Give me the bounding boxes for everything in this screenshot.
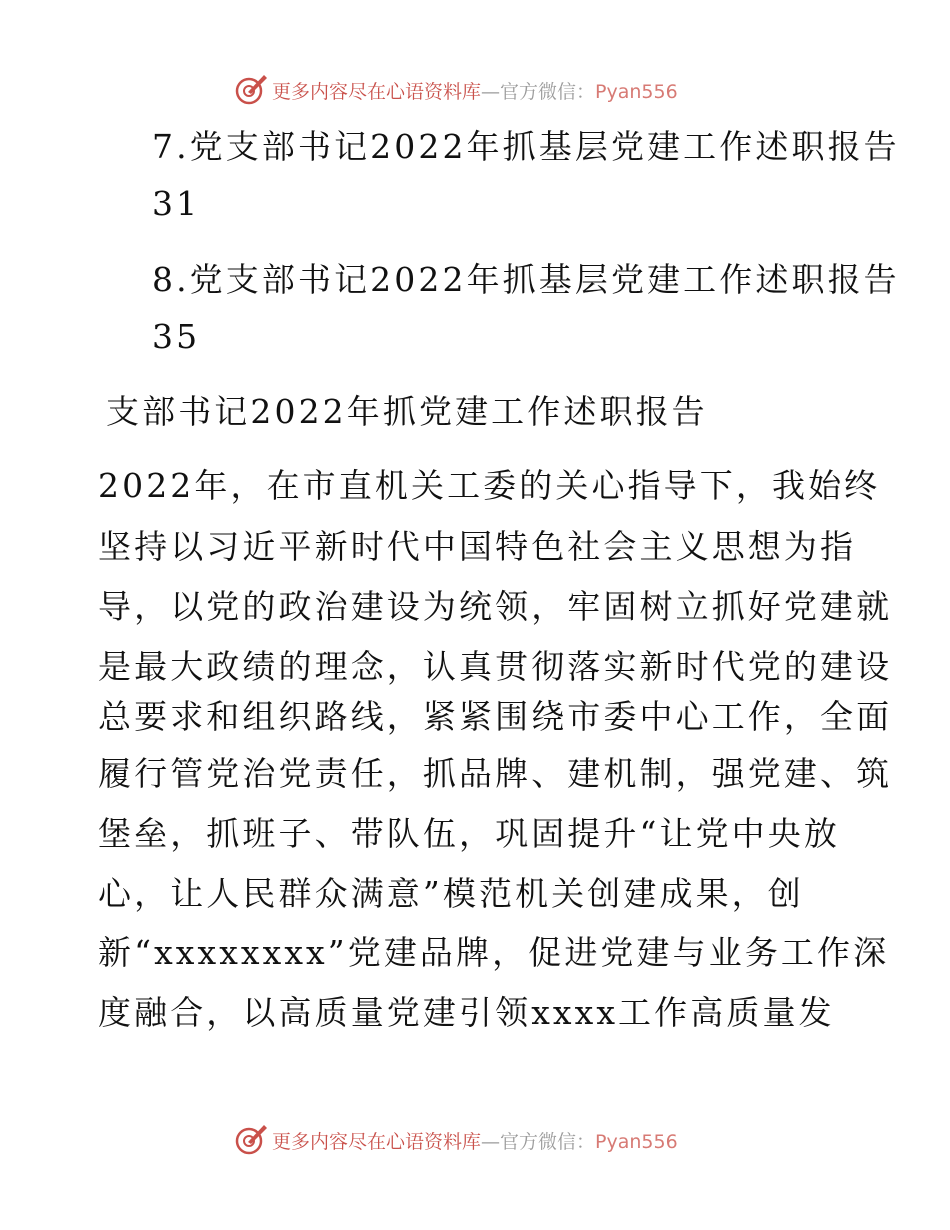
- watermark-text: [272, 1127, 678, 1154]
- watermark-official: —官方微信：: [481, 1131, 596, 1153]
- report-heading: 支部书记2022年抓党建工作述职报告: [106, 392, 708, 431]
- toc-entry-7-page: 31: [152, 184, 201, 223]
- watermark-id: Pyan556: [595, 1131, 678, 1153]
- body-line: 履行管党治党责任，抓品牌、建机制，强党建、筑: [98, 754, 893, 793]
- body-line: 总要求和组织路线，紧紧围绕市委中心工作，全面: [98, 697, 893, 736]
- body-line: 导，以党的政治建设为统领，牢固树立抓好党建就: [98, 587, 893, 626]
- toc-entry-7: 7.党支部书记2022年抓基层党建工作述职报告: [152, 127, 900, 166]
- footer-watermark: [0, 1122, 950, 1162]
- body-line: 2022年，在市直机关工委的关心指导下，我始终: [98, 466, 881, 505]
- toc-entry-8: 8.党支部书记2022年抓基层党建工作述职报告: [152, 260, 900, 299]
- watermark-main: 更多内容尽在心语资料库: [272, 1131, 482, 1153]
- body-line: 坚持以习近平新时代中国特色社会主义思想为指: [98, 527, 857, 566]
- watermark-text: [272, 77, 678, 104]
- body-line: 度融合，以高质量党建引领xxxx工作高质量发: [98, 993, 835, 1032]
- pen-logo-icon: [234, 1122, 268, 1156]
- watermark-main: 更多内容尽在心语资料库: [272, 81, 482, 103]
- watermark-id: Pyan556: [595, 81, 678, 103]
- body-line: 堡垒，抓班子、带队伍，巩固提升“让党中央放: [98, 814, 840, 853]
- header-watermark: [0, 72, 950, 112]
- body-line: 心，让人民群众满意”模范机关创建成果，创: [98, 874, 804, 913]
- toc-entry-8-page: 35: [152, 317, 201, 356]
- pen-logo-icon: [234, 72, 268, 106]
- watermark-official: —官方微信：: [481, 81, 596, 103]
- body-line: 是最大政绩的理念，认真贯彻落实新时代党的建设: [98, 647, 893, 686]
- body-line: 新“xxxxxxxx”党建品牌，促进党建与业务工作深: [98, 933, 890, 972]
